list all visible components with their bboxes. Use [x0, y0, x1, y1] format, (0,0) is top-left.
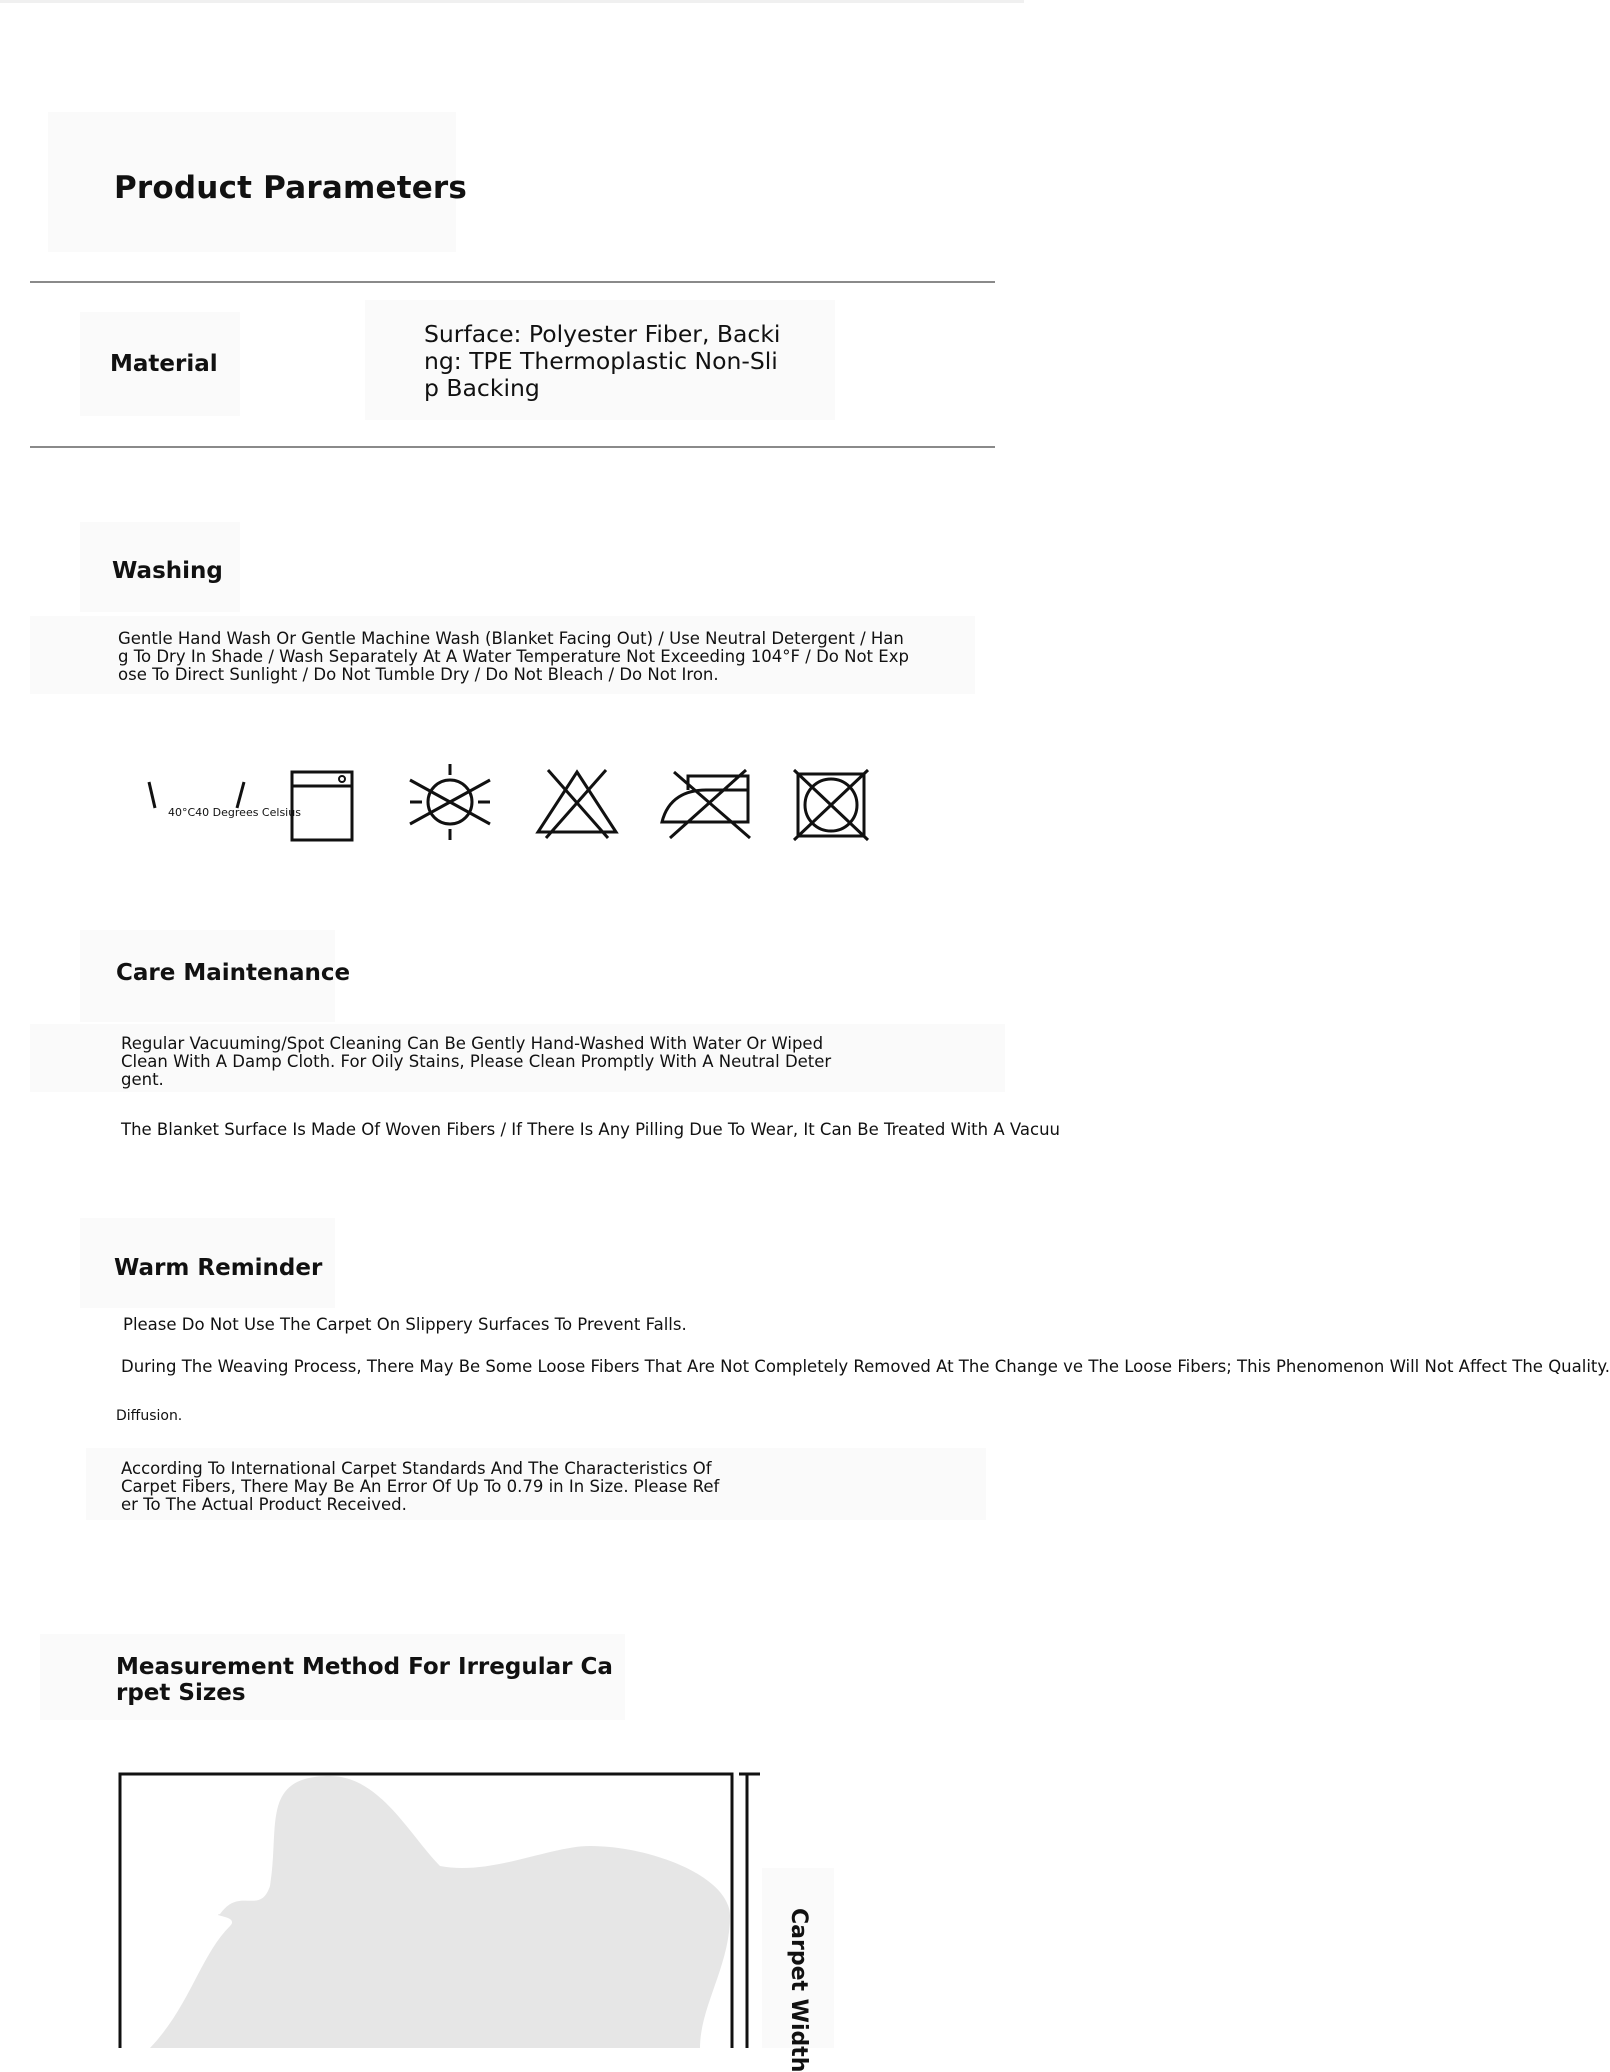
measurement-title: Measurement Method For Irregular Ca rpet Sizes — [116, 1654, 613, 1706]
material-label: Material — [110, 351, 218, 377]
carpet-diagram — [110, 1766, 770, 2048]
washing-title: Washing — [112, 558, 223, 584]
divider-top — [30, 281, 995, 283]
reminder-diffusion: Diffusion. — [116, 1408, 183, 1424]
reminder-slippery: Please Do Not Use The Carpet On Slippery Surfaces To Prevent Falls. — [123, 1315, 687, 1334]
reminder-size-error: According To International Carpet Standards And The Characteristics Of Carpet Fibers, There May Be An Error Of Up To 0.79 in In Size. Please Ref er To The Actual Product Received. — [121, 1459, 720, 1514]
reminder-loose-fibers: During The Weaving Process, There May Be Some Loose Fibers That Are Not Completely Removed At The Change ve The Loose Fibers; This Phenomenon Will Not Affect The Quality. — [121, 1357, 1610, 1376]
care-title: Care Maintenance — [116, 960, 351, 986]
page-title: Product Parameters — [114, 170, 468, 206]
washing-instructions: Gentle Hand Wash Or Gentle Machine Wash (Blanket Facing Out) / Use Neutral Detergent / Han g To Dry In Shade / Wash Separately At A Water Temperature Not Exceeding 104°F / Do Not Exp ose To Direct Sunlight / Do Not Tumble Dry / Do Not Bleach / Do Not Iron. — [118, 629, 909, 684]
irregular-carpet-shape — [150, 1776, 730, 2048]
no-iron-icon — [658, 768, 754, 842]
hand-wash-icon — [140, 770, 301, 840]
no-sunlight-icon — [406, 762, 494, 842]
temperature-label: 40°C40 Degrees Celsius — [168, 806, 301, 819]
divider-bottom — [30, 446, 995, 448]
material-value: Surface: Polyester Fiber, Backi ng: TPE Thermoplastic Non-Sli p Backing — [424, 320, 781, 402]
care-text-vacuuming: Regular Vacuuming/Spot Cleaning Can Be Gently Hand-Washed With Water Or Wiped Clean With A Damp Cloth. For Oily Stains, Please Clean Promptly With A Neutral Deter gent. — [121, 1034, 832, 1089]
no-tumble-dry-icon — [790, 768, 872, 842]
no-bleach-icon — [534, 768, 620, 840]
top-border — [0, 0, 1024, 3]
machine-wash-icon — [290, 770, 354, 842]
reminder-title: Warm Reminder — [114, 1255, 323, 1281]
care-text-pilling: The Blanket Surface Is Made Of Woven Fibers / If There Is Any Pilling Due To Wear, It Can Be Treated With A Vacuu — [121, 1120, 1060, 1139]
carpet-width-label: Carpet Width — [786, 1908, 811, 2072]
